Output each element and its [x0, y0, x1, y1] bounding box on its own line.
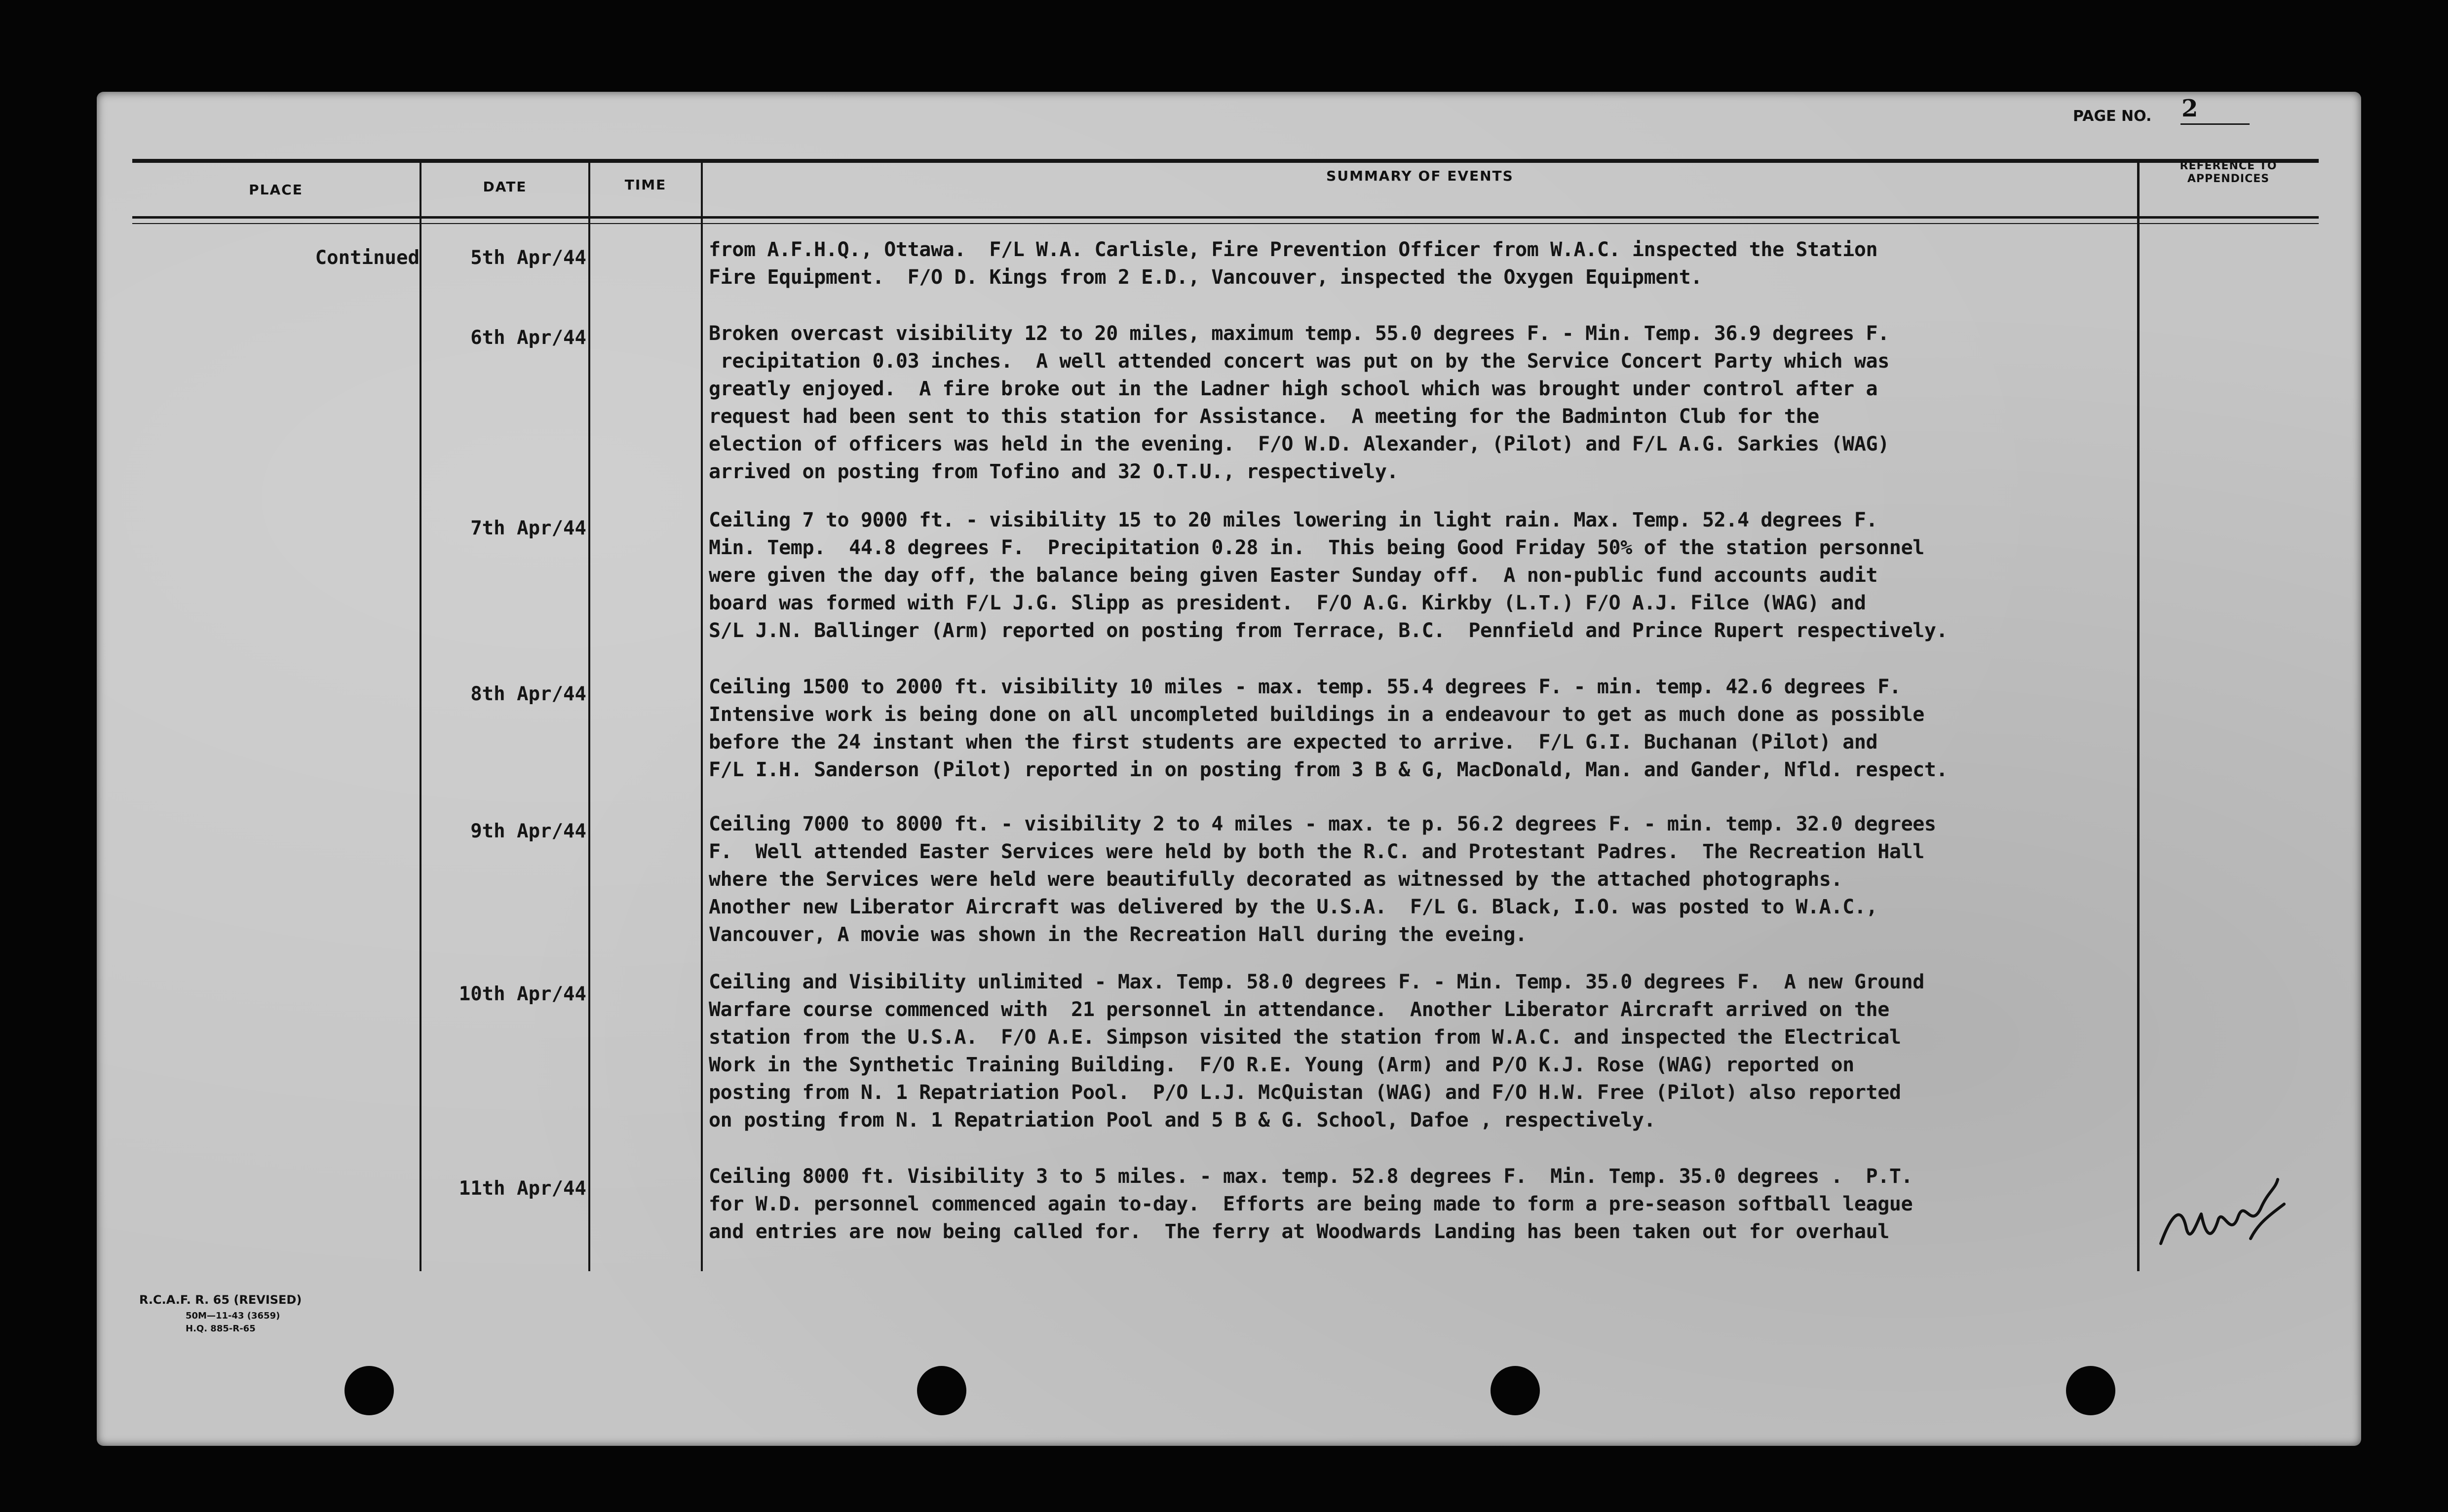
summary-line: request had been sent to this station for Assistance. A meeting for the Badminton Club for the — [709, 405, 1819, 428]
summary-line: greatly enjoyed. A fire broke out in the Ladner high school which was brought under control after a — [709, 378, 1878, 400]
header-date: DATE — [483, 179, 527, 195]
entry-summary — [709, 236, 2140, 291]
entry-date: 11th Apr/44 — [459, 1177, 586, 1200]
summary-line: S/L J.N. Ballinger (Arm) reported on posting from Terrace, B.C. Pennfield and Prince Rupert respectively. — [709, 619, 1948, 642]
entry-summary — [709, 320, 2140, 486]
summary-line: recipitation 0.03 inches. A well attended concert was put on by the Service Concert Party which was — [709, 350, 1889, 373]
summary-line: Ceiling and Visibility unlimited - Max. Temp. 58.0 degrees F. - Min. Temp. 35.0 degrees F. A new Ground — [709, 971, 1924, 993]
summary-line: Another new Liberator Aircraft was delivered by the U.S.A. F/L G. Black, I.O. was posted to W.A.C., — [709, 896, 1878, 918]
binder-hole — [1491, 1366, 1540, 1415]
summary-line: Warfare course commenced with 21 personnel in attendance. Another Liberator Aircraft arrived on the — [709, 998, 1889, 1021]
summary-line: Ceiling 7 to 9000 ft. - visibility 15 to 20 miles lowering in light rain. Max. Temp. 52.4 degrees F. — [709, 509, 1878, 531]
header-reference-line2: APPENDICES — [2187, 173, 2270, 185]
entry-date: 10th Apr/44 — [459, 983, 586, 1005]
entry-date: 7th Apr/44 — [470, 517, 586, 539]
summary-line: arrived on posting from Tofino and 32 O.T.U., respectively. — [709, 460, 1399, 483]
summary-line: board was formed with F/L J.G. Slipp as president. F/O A.G. Kirkby (L.T.) F/O A.J. Filce (WAG) and — [709, 592, 1866, 614]
entry-date: 8th Apr/44 — [470, 683, 586, 705]
summary-line: F. Well attended Easter Services were held by both the R.C. and Protestant Padres. The Recreation Hall — [709, 840, 1924, 863]
entry-summary — [709, 810, 2140, 948]
summary-line: F/L I.H. Sanderson (Pilot) reported in on posting from 3 B & G, MacDonald, Man. and Gander, Nfld. respect. — [709, 758, 1948, 781]
form-id: R.C.A.F. R. 65 (REVISED) — [139, 1293, 302, 1307]
summary-line: Broken overcast visibility 12 to 20 miles, maximum temp. 55.0 degrees F. - Min. Temp. 36.9 degrees F. — [709, 322, 1889, 345]
summary-line: were given the day off, the balance being given Easter Sunday off. A non-public fund accounts audit — [709, 564, 1878, 587]
header-place: PLACE — [249, 182, 303, 198]
entry-summary — [709, 673, 2140, 784]
summary-line: for W.D. personnel commenced again to-day. Efforts are being made to form a pre-season softball league — [709, 1193, 1913, 1215]
entry-date: 9th Apr/44 — [470, 820, 586, 842]
header-reference-line1: REFERENCE TO — [2180, 160, 2277, 172]
summary-line: election of officers was held in the evening. F/O W.D. Alexander, (Pilot) and F/L A.G. Sarkies (WAG) — [709, 433, 1889, 455]
summary-line: Intensive work is being done on all uncompleted buildings in a endeavour to get as much done as possible — [709, 703, 1924, 726]
summary-line: from A.F.H.Q., Ottawa. F/L W.A. Carlisle, Fire Prevention Officer from W.A.C. inspected the Station — [709, 238, 1878, 261]
page-number: 2 — [2181, 95, 2198, 122]
column-rule-date — [588, 161, 590, 1271]
summary-line: Ceiling 1500 to 2000 ft. visibility 10 miles - max. temp. 55.4 degrees F. - min. temp. 42.6 degrees F. — [709, 676, 1901, 698]
header-bottom-rule — [132, 216, 2319, 219]
header-summary: SUMMARY OF EVENTS — [1326, 168, 1514, 184]
entry-summary — [709, 1163, 2140, 1246]
entry-summary — [709, 506, 2140, 644]
binder-hole — [344, 1366, 394, 1415]
entry-place: Continued — [315, 247, 420, 269]
summary-line: Min. Temp. 44.8 degrees F. Precipitation 0.28 in. This being Good Friday 50% of the station personnel — [709, 536, 1924, 559]
entry-date: 5th Apr/44 — [470, 247, 586, 269]
binder-hole — [917, 1366, 966, 1415]
print-line-1: 50M—11-43 (3659) — [186, 1311, 280, 1321]
summary-line: and entries are now being called for. The ferry at Woodwards Landing has been taken out for overhaul — [709, 1220, 1889, 1243]
entry-date: 6th Apr/44 — [470, 327, 586, 349]
summary-line: Work in the Synthetic Training Building. F/O R.E. Young (Arm) and P/O K.J. Rose (WAG) reported on — [709, 1054, 1854, 1076]
summary-line: Ceiling 8000 ft. Visibility 3 to 5 miles. - max. temp. 52.8 degrees F. Min. Temp. 35.0 degrees . P.T. — [709, 1165, 1913, 1188]
entry-summary — [709, 968, 2140, 1134]
header-bottom-rule-thin — [132, 223, 2319, 224]
summary-line: Ceiling 7000 to 8000 ft. - visibility 2 to 4 miles - max. te p. 56.2 degrees F. - min. temp. 32.0 degrees — [709, 813, 1936, 835]
summary-line: on posting from N. 1 Repatriation Pool and 5 B & G. School, Dafoe , respectively. — [709, 1109, 1656, 1132]
page-number-label: PAGE NO. — [2073, 108, 2152, 125]
header-time: TIME — [624, 177, 667, 193]
signature-initials — [2152, 1170, 2300, 1258]
summary-line: station from the U.S.A. F/O A.E. Simpson visited the station from W.A.C. and inspected the Electrical — [709, 1026, 1901, 1049]
column-rule-time — [701, 161, 703, 1271]
summary-line: where the Services were held were beautifully decorated as witnessed by the attached photographs. — [709, 868, 1843, 891]
summary-line: posting from N. 1 Repatriation Pool. P/O L.J. McQuistan (WAG) and F/O H.W. Free (Pilot) also reported — [709, 1081, 1901, 1104]
page-number-underline — [2180, 123, 2250, 125]
header-top-rule — [132, 159, 2319, 163]
print-line-2: H.Q. 885-R-65 — [186, 1323, 256, 1334]
summary-line: before the 24 instant when the first students are expected to arrive. F/L G.I. Buchanan (Pilot) and — [709, 731, 1878, 754]
binder-hole — [2066, 1366, 2115, 1415]
summary-line: Vancouver, A movie was shown in the Recreation Hall during the eveing. — [709, 923, 1527, 946]
summary-line: Fire Equipment. F/O D. Kings from 2 E.D., Vancouver, inspected the Oxygen Equipment. — [709, 266, 1702, 289]
